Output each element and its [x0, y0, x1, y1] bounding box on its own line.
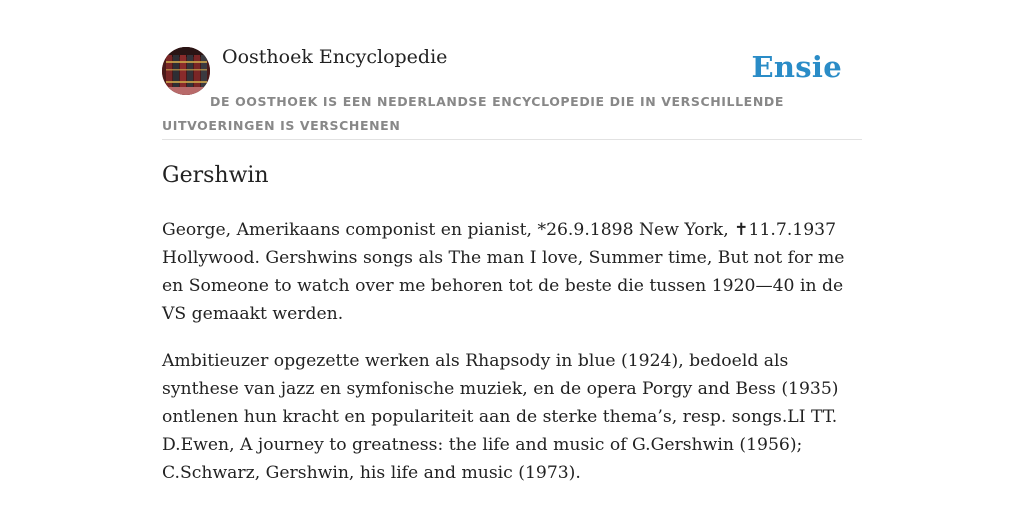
article-paragraph: George, Amerikaans componist en pianist, *26.9.1898 New York, ✝11.7.1937 Hollywood. Gershwins songs als The man I love, Summer time, But not for me en Someone to watch over me behoren tot de beste die tussen 1920—40 in de VS gemaakt werden. — [162, 220, 845, 324]
article-body — [162, 216, 862, 506]
article-title: Gershwin — [162, 163, 269, 188]
brand-logo[interactable]: Ensie — [751, 50, 842, 84]
page-container — [162, 0, 862, 483]
encyclopedia-books-icon[interactable] — [162, 47, 210, 95]
article-paragraph: Ambitieuzer opgezette werken als Rhapsody in blue (1924), bedoeld als synthese van jazz en symfonische muziek, en de opera Porgy and Bess (1935) ontlenen hun kracht en populariteit aan de sterke thema’s, resp. songs.LI TT. D.Ewen, A journey to greatness: the life and music of G.Gershwin (1956); C.Schwarz, Gershwin, his life and music (1973). — [162, 351, 839, 483]
site-header — [162, 0, 862, 140]
site-name[interactable]: Oosthoek Encyclopedie — [222, 46, 448, 68]
site-tagline: DE OOSTHOEK IS EEN NEDERLANDSE ENCYCLOPEDIE DIE IN VERSCHILLENDE UITVOERINGEN IS VERSCHENEN — [162, 94, 784, 133]
